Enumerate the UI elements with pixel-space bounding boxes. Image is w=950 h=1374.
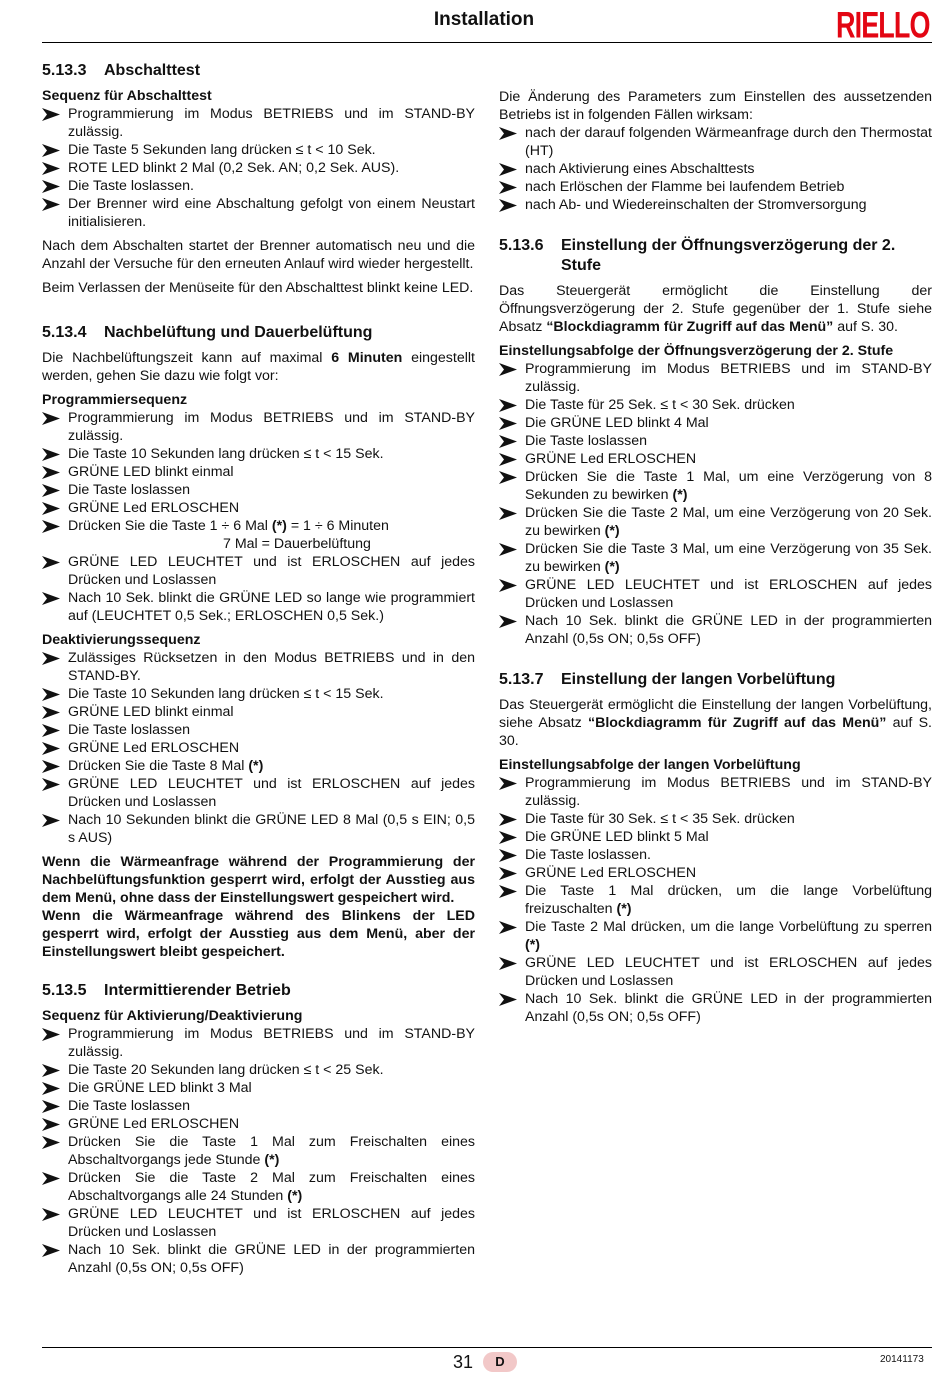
bullet-list (499, 468, 932, 576)
list-item-continuation: 7 Mal = Dauerbelüftung (223, 536, 371, 552)
subheading: Programmiersequenz (42, 392, 188, 408)
list-item: Die Taste 5 Sekunden lang drücken ≤ t < 10 Sek. (42, 141, 475, 159)
list-item: Programmierung im Modus BETRIEBS und im STAND-BY zulässig. (499, 360, 932, 396)
list-item: Die Taste für 25 Sek. ≤ t < 30 Sek. drücken (499, 396, 932, 414)
page-number: 31 (453, 1352, 474, 1372)
list-item: Die Taste für 30 Sek. ≤ t < 35 Sek. drücken (499, 810, 932, 828)
bullet-list (499, 576, 932, 648)
arrow-bullet-icon (499, 831, 517, 844)
bullet-list (42, 553, 475, 625)
right-column (499, 88, 932, 1032)
list-item: Die GRÜNE LED blinkt 4 Mal (499, 414, 932, 432)
subheading: Einstellungsabfolge der langen Vorbelüftung (499, 757, 801, 773)
list-item: GRÜNE LED blinkt einmal (42, 703, 475, 721)
arrow-bullet-icon (499, 363, 517, 376)
subheading: Sequenz für Aktivierung/Deaktivierung (42, 1008, 303, 1024)
list-item: Drücken Sie die Taste 1 Mal zum Freischalten eines Abschaltvorgangs jede Stunde (*) (42, 1133, 475, 1169)
arrow-bullet-icon (42, 198, 60, 211)
list-item: Die Taste loslassen (42, 721, 475, 739)
arrow-bullet-icon (42, 742, 60, 755)
header-rule (42, 42, 932, 43)
arrow-bullet-icon (42, 688, 60, 701)
list-item: Der Brenner wird eine Abschaltung gefolgt von einem Neustart initialisieren. (42, 195, 475, 231)
bullet-list (499, 774, 932, 882)
list-item: GRÜNE LED LEUCHTET und ist ERLOSCHEN auf jedes Drücken und Loslassen (42, 775, 475, 811)
list-item: GRÜNE LED LEUCHTET und ist ERLOSCHEN auf jedes Drücken und Loslassen (42, 1205, 475, 1241)
arrow-bullet-icon (42, 652, 60, 665)
list-item: Programmierung im Modus BETRIEBS und im STAND-BY zulässig. (42, 409, 475, 445)
arrow-bullet-icon (499, 957, 517, 970)
page-header-title: Installation (433, 9, 535, 30)
arrow-bullet-icon (499, 993, 517, 1006)
arrow-bullet-icon (499, 453, 517, 466)
list-item: Die Taste 2 Mal drücken, um die lange Vorbelüftung zu sperren (*) (499, 918, 932, 954)
arrow-bullet-icon (499, 867, 517, 880)
list-item: Drücken Sie die Taste 2 Mal zum Freischalten eines Abschaltvorgangs alle 24 Stunden (*) (42, 1169, 475, 1205)
arrow-bullet-icon (42, 180, 60, 193)
arrow-bullet-icon (499, 163, 517, 176)
arrow-bullet-icon (42, 778, 60, 791)
arrow-bullet-icon (42, 144, 60, 157)
document-code: 20141173 (880, 1354, 924, 1365)
list-item: GRÜNE Led ERLOSCHEN (499, 450, 932, 468)
arrow-bullet-icon (42, 448, 60, 461)
list-item: Die Taste loslassen. (42, 177, 475, 195)
arrow-bullet-icon (499, 849, 517, 862)
arrow-bullet-icon (499, 417, 517, 430)
list-item: Zulässiges Rücksetzen in den Modus BETRIEBS und in den STAND-BY. (42, 649, 475, 685)
list-item: Drücken Sie die Taste 1 ÷ 6 Mal (*) = 1 ÷ 6 Minuten (42, 517, 475, 535)
arrow-bullet-icon (42, 1118, 60, 1131)
arrow-bullet-icon (42, 814, 60, 827)
bullet-list (42, 757, 475, 775)
brand-logo: RIELLO (836, 5, 930, 47)
arrow-bullet-icon (42, 1136, 60, 1149)
arrow-bullet-icon (42, 556, 60, 569)
list-item: GRÜNE LED LEUCHTET und ist ERLOSCHEN auf jedes Drücken und Loslassen (499, 576, 932, 612)
bullet-list (42, 775, 475, 847)
arrow-bullet-icon (42, 1208, 60, 1221)
list-item: Die Taste 1 Mal drücken, um die lange Vorbelüftung freizuschalten (*) (499, 882, 932, 918)
paragraph: Die Nachbelüftungszeit kann auf maximal 6 Minuten eingestellt werden, gehen Sie dazu wie folgt vor: (42, 350, 475, 384)
language-badge: D (483, 1352, 517, 1372)
arrow-bullet-icon (42, 706, 60, 719)
paragraph: Das Steuergerät ermöglicht die Einstellung der Öffnungsverzögerung der 2. Stufe gegenüber der 1. Stufe siehe Absatz “Blockdiagramm für Zugriff auf das Menü” auf S. 30. (499, 283, 932, 335)
arrow-bullet-icon (499, 471, 517, 484)
list-item: nach Erlöschen der Flamme bei laufendem Betrieb (499, 178, 932, 196)
arrow-bullet-icon (499, 181, 517, 194)
arrow-bullet-icon (499, 813, 517, 826)
list-item: GRÜNE Led ERLOSCHEN (42, 1115, 475, 1133)
list-item: Die GRÜNE LED blinkt 3 Mal (42, 1079, 475, 1097)
section-heading-oeffnungsverzoegerung: 5.13.6 Einstellung der Öffnungsverzögerung der 2. Stufe (499, 237, 896, 274)
arrow-bullet-icon (499, 615, 517, 628)
subheading: Einstellungsabfolge der Öffnungsverzögerung der 2. Stufe (499, 343, 894, 359)
list-item: GRÜNE LED LEUCHTET und ist ERLOSCHEN auf jedes Drücken und Loslassen (499, 954, 932, 990)
arrow-bullet-icon (42, 1172, 60, 1185)
arrow-bullet-icon (42, 412, 60, 425)
warning-note: Wenn die Wärmeanfrage während des Blinkens der LED gesperrt wird, erfolgt der Ausstieg aus dem Menü, aber der Einstellungswert bleibt gespeichert. (42, 908, 475, 960)
subheading: Sequenz für Abschalttest (42, 88, 212, 104)
bullet-list (499, 882, 932, 954)
list-item: GRÜNE LED blinkt einmal (42, 463, 475, 481)
list-item: GRÜNE Led ERLOSCHEN (42, 499, 475, 517)
list-item: nach Ab- und Wiedereinschalten der Stromversorgung (499, 196, 932, 214)
list-item: Nach 10 Sekunden blinkt die GRÜNE LED 8 Mal (0,5 s EIN; 0,5 s AUS) (42, 811, 475, 847)
paragraph: Nach dem Abschalten startet der Brenner automatisch neu und die Anzahl der Versuche für den erneuten Anlauf wird wieder hergestellt. (42, 238, 475, 272)
arrow-bullet-icon (42, 484, 60, 497)
arrow-bullet-icon (499, 543, 517, 556)
bullet-list (42, 1133, 475, 1205)
section-heading-abschalttest: 5.13.3 Abschalttest (42, 62, 201, 79)
bullet-list (42, 1205, 475, 1277)
arrow-bullet-icon (42, 466, 60, 479)
paragraph: Das Steuergerät ermöglicht die Einstellung der langen Vorbelüftung, siehe Absatz “Blockdiagramm für Zugriff auf das Menü” auf S. 30. (499, 697, 932, 749)
list-item: Die Taste loslassen (42, 481, 475, 499)
arrow-bullet-icon (42, 1082, 60, 1095)
bullet-list (42, 649, 475, 757)
arrow-bullet-icon (42, 1100, 60, 1113)
list-item: Drücken Sie die Taste 8 Mal (*) (42, 757, 475, 775)
bullet-list (42, 409, 475, 517)
arrow-bullet-icon (499, 777, 517, 790)
arrow-bullet-icon (499, 399, 517, 412)
list-item: Nach 10 Sek. blinkt die GRÜNE LED in der programmierten Anzahl (0,5s ON; 0,5s OFF) (499, 612, 932, 648)
arrow-bullet-icon (499, 579, 517, 592)
arrow-bullet-icon (499, 127, 517, 140)
arrow-bullet-icon (42, 724, 60, 737)
bullet-list (499, 360, 932, 468)
list-item: GRÜNE Led ERLOSCHEN (42, 739, 475, 757)
arrow-bullet-icon (499, 921, 517, 934)
arrow-bullet-icon (499, 507, 517, 520)
left-column (42, 61, 475, 1283)
paragraph: Beim Verlassen der Menüseite für den Abschalttest blinkt keine LED. (42, 280, 474, 296)
bullet-list (42, 517, 475, 535)
arrow-bullet-icon (42, 108, 60, 121)
list-item: Drücken Sie die Taste 1 Mal, um eine Verzögerung von 8 Sekunden zu bewirken (*) (499, 468, 932, 504)
list-item: Nach 10 Sek. blinkt die GRÜNE LED in der programmierten Anzahl (0,5s ON; 0,5s OFF) (499, 990, 932, 1026)
list-item: Nach 10 Sek. blinkt die GRÜNE LED in der programmierten Anzahl (0,5s ON; 0,5s OFF) (42, 1241, 475, 1277)
list-item: Die Taste loslassen (42, 1097, 475, 1115)
list-item: Drücken Sie die Taste 3 Mal, um eine Verzögerung von 35 Sek. zu bewirken (*) (499, 540, 932, 576)
footer-rule (42, 1347, 932, 1348)
section-heading-intermittierender-betrieb: 5.13.5 Intermittierender Betrieb (42, 982, 291, 999)
list-item: ROTE LED blinkt 2 Mal (0,2 Sek. AN; 0,2 Sek. AUS). (42, 159, 475, 177)
arrow-bullet-icon (42, 520, 60, 533)
arrow-bullet-icon (42, 1064, 60, 1077)
arrow-bullet-icon (499, 199, 517, 212)
list-item: GRÜNE Led ERLOSCHEN (499, 864, 932, 882)
list-item: Drücken Sie die Taste 2 Mal, um eine Verzögerung von 20 Sek. zu bewirken (*) (499, 504, 932, 540)
list-item: Die Taste 10 Sekunden lang drücken ≤ t < 15 Sek. (42, 685, 475, 703)
arrow-bullet-icon (42, 1244, 60, 1257)
list-item: Nach 10 Sek. blinkt die GRÜNE LED so lange wie programmiert auf (LEUCHTET 0,5 Sek.; ERLOSCHEN 0,5 Sek.) (42, 589, 475, 625)
list-item: Die GRÜNE LED blinkt 5 Mal (499, 828, 932, 846)
paragraph: Die Änderung des Parameters zum Einstellen des aussetzenden Betriebs ist in folgenden Fällen wirksam: (499, 89, 932, 123)
list-item: nach der darauf folgenden Wärmeanfrage durch den Thermostat (HT) (499, 124, 932, 160)
subheading: Deaktivierungssequenz (42, 632, 201, 648)
list-item: Die Taste loslassen (499, 432, 932, 450)
list-item: Die Taste loslassen. (499, 846, 932, 864)
arrow-bullet-icon (42, 1028, 60, 1041)
section-heading-lange-vorbelueftung: 5.13.7 Einstellung der langen Vorbelüftung (499, 671, 836, 688)
arrow-bullet-icon (42, 592, 60, 605)
list-item: Programmierung im Modus BETRIEBS und im STAND-BY zulässig. (42, 105, 475, 141)
warning-note: Wenn die Wärmeanfrage während der Programmierung der Nachbelüftungsfunktion gesperrt wird, erfolgt der Ausstieg aus dem Menü, ohne dass der Einstellungswert gespeichert wird. (42, 854, 475, 906)
bullet-list (499, 954, 932, 1026)
list-item: GRÜNE LED LEUCHTET und ist ERLOSCHEN auf jedes Drücken und Loslassen (42, 553, 475, 589)
list-item: Die Taste 20 Sekunden lang drücken ≤ t < 25 Sek. (42, 1061, 475, 1079)
arrow-bullet-icon (42, 760, 60, 773)
arrow-bullet-icon (42, 162, 60, 175)
list-item: Programmierung im Modus BETRIEBS und im STAND-BY zulässig. (42, 1025, 475, 1061)
bullet-list (42, 105, 475, 231)
list-item: Programmierung im Modus BETRIEBS und im STAND-BY zulässig. (499, 774, 932, 810)
list-item: Die Taste 10 Sekunden lang drücken ≤ t < 15 Sek. (42, 445, 475, 463)
arrow-bullet-icon (499, 885, 517, 898)
bullet-list (42, 1025, 475, 1133)
section-heading-nachbelueftung: 5.13.4 Nachbelüftung und Dauerbelüftung (42, 324, 373, 341)
list-item: nach Aktivierung eines Abschalttests (499, 160, 932, 178)
arrow-bullet-icon (499, 435, 517, 448)
arrow-bullet-icon (42, 502, 60, 515)
bullet-list (499, 124, 932, 214)
